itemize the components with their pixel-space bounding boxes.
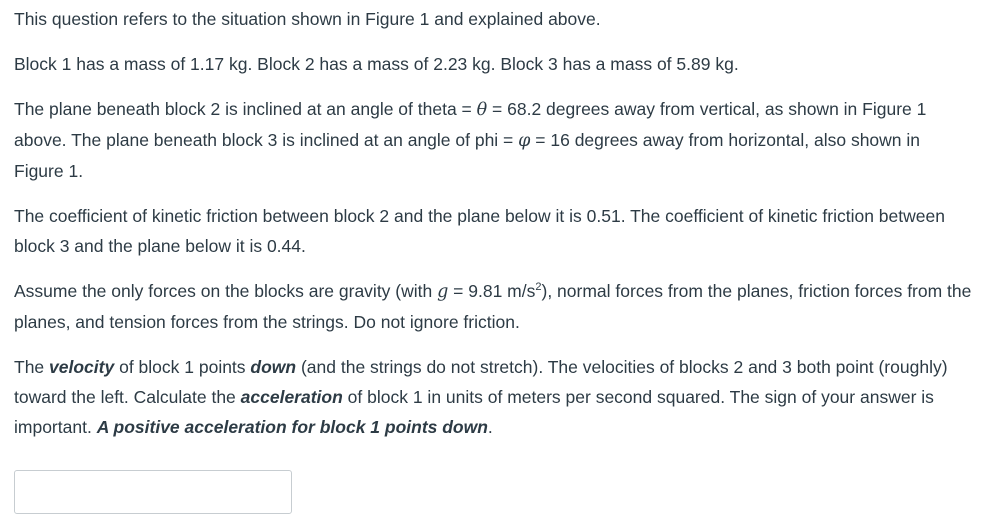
phi-symbol: φ <box>518 131 531 151</box>
task-text-a: The <box>14 357 50 377</box>
angles-text-a: The plane beneath block 2 is inclined at an angle of theta = <box>14 99 477 119</box>
task-paragraph <box>14 352 974 442</box>
answer-input[interactable] <box>14 470 292 514</box>
task-text-d: of block 1 in units of meters per second squared. The sign of your answer is important. <box>14 387 934 437</box>
forces-text-b: = 9.81 m/s <box>448 281 536 301</box>
angles-text-c: = 16 degrees away from horizontal, also shown in Figure 1. <box>14 130 921 181</box>
squared-exponent: 2 <box>535 281 542 294</box>
positive-note: A positive acceleration for block 1 points down <box>96 417 488 437</box>
angles-paragraph <box>14 94 974 186</box>
question-text <box>14 4 974 457</box>
forces-text-a: Assume the only forces on the blocks are gravity (with <box>14 281 438 301</box>
friction-paragraph: The coefficient of kinetic friction between block 2 and the plane below it is 0.51. The coefficient of kinetic friction between block 3 and the plane below it is 0.44. <box>14 206 945 256</box>
down-emphasis: down <box>250 357 297 377</box>
masses-paragraph: Block 1 has a mass of 1.17 kg. Block 2 has a mass of 2.23 kg. Block 3 has a mass of 5.89 kg. <box>14 54 739 74</box>
theta-symbol: θ <box>476 100 488 120</box>
g-symbol: g <box>437 282 449 302</box>
acceleration-emphasis: acceleration <box>240 387 343 407</box>
task-text-b: of block 1 points <box>114 357 251 377</box>
velocity-emphasis: velocity <box>49 357 115 377</box>
task-text-e: . <box>487 417 493 437</box>
forces-text-c: ), normal forces from the planes, friction forces from the planes, and tension forces from the strings. Do not ignore friction. <box>14 281 972 332</box>
angles-text-b: = 68.2 degrees away from vertical, as shown in Figure 1 above. The plane beneath block 3 is inclined at an angle of phi = <box>14 99 927 150</box>
task-text-c: (and the strings do not stretch). The velocities of blocks 2 and 3 both point (roughly) toward the left. Calculate the <box>14 357 948 407</box>
forces-paragraph <box>14 276 974 337</box>
intro-paragraph: This question refers to the situation shown in Figure 1 and explained above. <box>14 9 601 29</box>
